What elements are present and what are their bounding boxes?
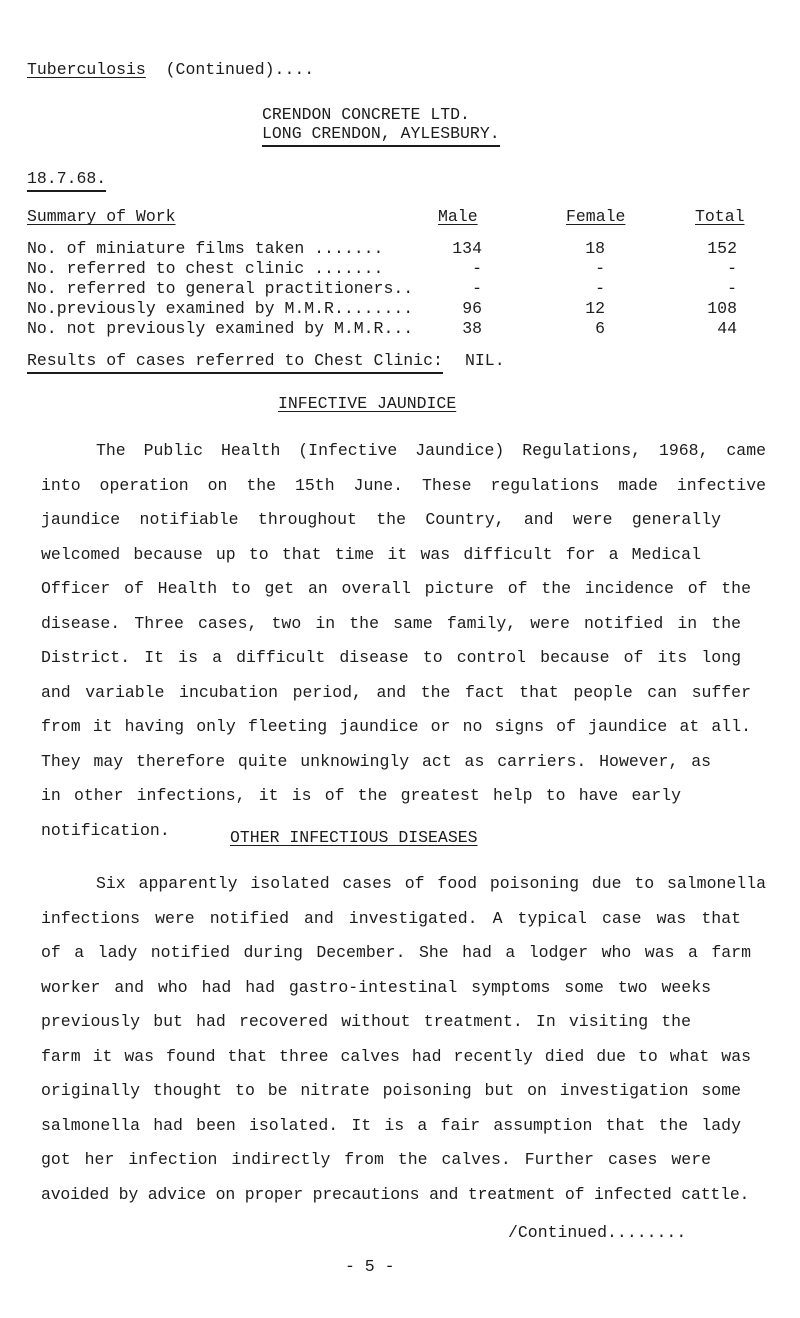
- paragraph-line: in other infections, it is of the greatest help to have early: [41, 786, 681, 805]
- row-female: 18: [585, 239, 605, 258]
- row-label: No. referred to chest clinic .......: [27, 259, 384, 278]
- row-male: -: [472, 279, 482, 298]
- other-infectious-diseases-paragraph: [41, 867, 766, 1212]
- section-heading-other-infectious-diseases: OTHER INFECTIOUS DISEASES: [230, 828, 478, 847]
- row-label: No. not previously examined by M.M.R...: [27, 319, 414, 338]
- paragraph-line: of a lady notified during December. She had a lodger who was a farm: [41, 943, 751, 962]
- row-male: 96: [462, 299, 482, 318]
- row-label: No. of miniature films taken .......: [27, 239, 384, 258]
- running-head: [27, 60, 314, 80]
- continued-note: /Continued........: [508, 1223, 687, 1242]
- results-value: NIL.: [465, 351, 505, 370]
- running-head-continued: (Continued)....: [165, 60, 315, 79]
- table-header-total: Total: [695, 207, 745, 226]
- company-name: CRENDON CONCRETE LTD.: [262, 105, 470, 124]
- paragraph-line: previously but had recovered without treatment. In visiting the: [41, 1012, 691, 1031]
- row-female: 12: [585, 299, 605, 318]
- row-label: No.previously examined by M.M.R........: [27, 299, 414, 318]
- row-total: -: [727, 279, 737, 298]
- row-total: -: [727, 259, 737, 278]
- company-address: LONG CRENDON, AYLESBURY.: [262, 124, 500, 147]
- infective-jaundice-paragraph: [41, 434, 766, 848]
- paragraph-line: and variable incubation period, and the fact that people can suffer: [41, 682, 751, 702]
- paragraph-line: welcomed because up to that time it was difficult for a Medical: [41, 544, 701, 564]
- paragraph-line: farm it was found that three calves had recently died due to what was: [41, 1046, 751, 1066]
- table-header-male: Male: [438, 207, 478, 226]
- row-male: 38: [462, 319, 482, 338]
- row-female: 6: [595, 319, 605, 338]
- paragraph-line: into operation on the 15th June. These regulations made infective: [41, 475, 766, 495]
- section-heading-infective-jaundice: INFECTIVE JAUNDICE: [278, 394, 457, 413]
- paragraph-line: Six apparently isolated cases of food poisoning due to salmonella: [96, 874, 766, 893]
- row-male: 134: [452, 239, 482, 258]
- results-label: Results of cases referred to Chest Clinic:: [27, 351, 443, 374]
- paragraph-line: infections were notified and investigated. A typical case was that: [41, 908, 741, 928]
- row-total: 44: [717, 319, 737, 338]
- running-head-title: Tuberculosis: [27, 60, 146, 79]
- paragraph-line: salmonella had been isolated. It is a fair assumption that the lady: [41, 1115, 741, 1135]
- row-female: -: [595, 279, 605, 298]
- row-total: 152: [707, 239, 737, 258]
- paragraph-line: notification.: [41, 820, 170, 840]
- paragraph-line: avoided by advice on proper precautions and treatment of infected cattle.: [41, 1184, 750, 1204]
- table-header-female: Female: [566, 207, 626, 226]
- row-female: -: [595, 259, 605, 278]
- paragraph-line: District. It is a difficult disease to control because of its long: [41, 648, 741, 667]
- row-male: -: [472, 259, 482, 278]
- paragraph-line: from it having only fleeting jaundice or no signs of jaundice at all.: [41, 717, 751, 736]
- row-label: No. referred to general practitioners..: [27, 279, 414, 298]
- paragraph-line: Officer of Health to get an overall picture of the incidence of the: [41, 579, 751, 598]
- paragraph-line: The Public Health (Infective Jaundice) Regulations, 1968, came: [96, 441, 766, 460]
- paragraph-line: They may therefore quite unknowingly act as carriers. However, as: [41, 751, 711, 771]
- paragraph-line: disease. Three cases, two in the same family, were notified in the: [41, 613, 741, 633]
- paragraph-line: jaundice notifiable throughout the Country, and were generally: [41, 510, 721, 529]
- date: 18.7.68.: [27, 169, 106, 192]
- row-total: 108: [707, 299, 737, 318]
- paragraph-line: worker and who had had gastro-intestinal symptoms some two weeks: [41, 977, 711, 997]
- page-number: - 5 -: [345, 1257, 395, 1276]
- paragraph-line: originally thought to be nitrate poisoning but on investigation some: [41, 1081, 741, 1100]
- table-header-label: Summary of Work: [27, 207, 176, 226]
- paragraph-line: got her infection indirectly from the calves. Further cases were: [41, 1150, 711, 1169]
